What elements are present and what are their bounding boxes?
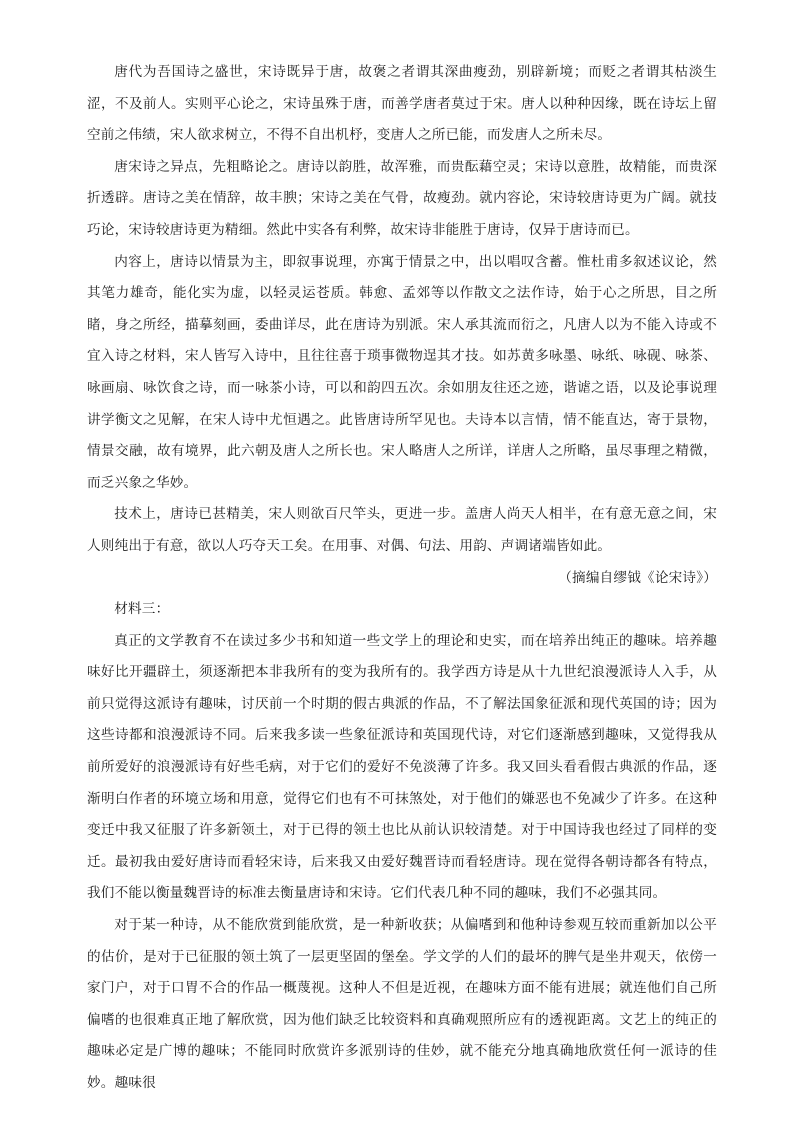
material2-paragraph-2: 唐宋诗之异点，先粗略论之。唐诗以韵胜，故浑雅，而贵酝藉空灵；宋诗以意胜，故精能，而贵深折透辟。唐诗之美在情辞，故丰腴；宋诗之美在气骨，故瘦劲。就内容论，宋诗较唐诗更为广阔。就技巧论，宋诗较唐诗更为精细。然此中实各有利弊，故宋诗非能胜于唐诗，仅异于唐诗而已。 (87, 158, 717, 238)
material3-paragraph-1: 真正的文学教育不在读过多少书和知道一些文学上的理论和史实，而在培养出纯正的趣味。培养趣味好比开疆辟土，须逐渐把本非我所有的变为我所有的。我学西方诗是从十九世纪浪漫派诗人入手，从前只觉得这派诗有趣味，讨厌前一个时期的假古典派的作品，不了解法国象征派和现代英国的诗；因为这些诗都和浪漫派诗不同。后来我多读一些象征派诗和英国现代诗，对它们逐渐感到趣味，又觉得我从前所爱好的浪漫派诗有好些毛病，对于它们的爱好不免淡薄了许多。我又回头看看假古典派的作品，逐渐明白作者的环境立场和用意，觉得它们也有不可抹煞处，对于他们的嫌恶也不免减少了许多。在这种变迁中我又征服了许多新领土，对于已得的领土也比从前认识较清楚。对于中国诗我也经过了同样的变迁。最初我由爱好唐诗而看轻宋诗，后来我又由爱好魏晋诗而看轻唐诗。现在觉得各朝诗都各有特点，我们不能以衡量魏晋诗的标准去衡量唐诗和宋诗。它们代表几种不同的趣味，我们不必强其同。 (87, 632, 717, 902)
material2-source: （摘编自缪钺《论宋诗》） (558, 569, 717, 586)
material2-paragraph-4: 技术上，唐诗已甚精美，宋人则欲百尺竿头，更进一步。盖唐人尚天人相半，在有意无意之间，宋人则纯出于有意，欲以人巧夺天工矣。在用事、对偶、句法、用韵、声调诸端皆如此。 (87, 506, 717, 554)
document-page (87, 57, 717, 1100)
material3-paragraph-2: 对于某一种诗，从不能欣赏到能欣赏，是一种新收获；从偏嗜到和他种诗参观互较而重新加以公平的估价，是对于已征服的领土筑了一层更坚固的堡垒。学文学的人们的最坏的脾气是坐井观天，依傍一家门户，对于口胃不合的作品一概蔑视。这种人不但是近视，在趣味方面不能有进展；就连他们自己所偏嗜的也很难真正地了解欣赏，因为他们缺乏比较资料和真确观照所应有的透视距离。文艺上的纯正的趣味必定是广博的趣味；不能同时欣赏许多派别诗的佳妙，就不能充分地真确地欣赏任何一派诗的佳妙。趣味很 (87, 917, 717, 1091)
material2-paragraph-3: 内容上，唐诗以情景为主，即叙事说理，亦寓于情景之中，出以唱叹含蓄。惟杜甫多叙述议论，然其笔力雄奇，能化实为虚，以轻灵运苍质。韩愈、孟郊等以作散文之法作诗，始于心之所思，目之所睹，身之所经，描摹刻画，委曲详尽，此在唐诗为别派。宋人承其流而衍之，凡唐人以为不能入诗或不宜入诗之材料，宋人皆写入诗中，且往往喜于琐事微物逞其才技。如苏黄多咏墨、咏纸、咏砚、咏茶、咏画扇、咏饮食之诗，而一咏茶小诗，可以和韵四五次。余如朋友往还之迹，谐谑之语，以及论事说理讲学衡文之见解，在宋人诗中尤恒遇之。此皆唐诗所罕见也。夫诗本以言情，情不能直达，寄于景物，情景交融，故有境界，此六朝及唐人之所长也。宋人略唐人之所详，详唐人之所略，虽尽事理之精微，而乏兴象之华妙。 (87, 253, 717, 491)
material2-paragraph-1: 唐代为吾国诗之盛世，宋诗既异于唐，故褒之者谓其深曲瘦劲，别辟新境；而贬之者谓其枯淡生涩，不及前人。实则平心论之，宋诗虽殊于唐，而善学唐者莫过于宋。唐人以种种因缘，既在诗坛上留空前之伟绩，宋人欲求树立，不得不自出机杼，变唐人之所已能，而发唐人之所未尽。 (87, 64, 717, 144)
material3-label: 材料三： (114, 601, 170, 618)
